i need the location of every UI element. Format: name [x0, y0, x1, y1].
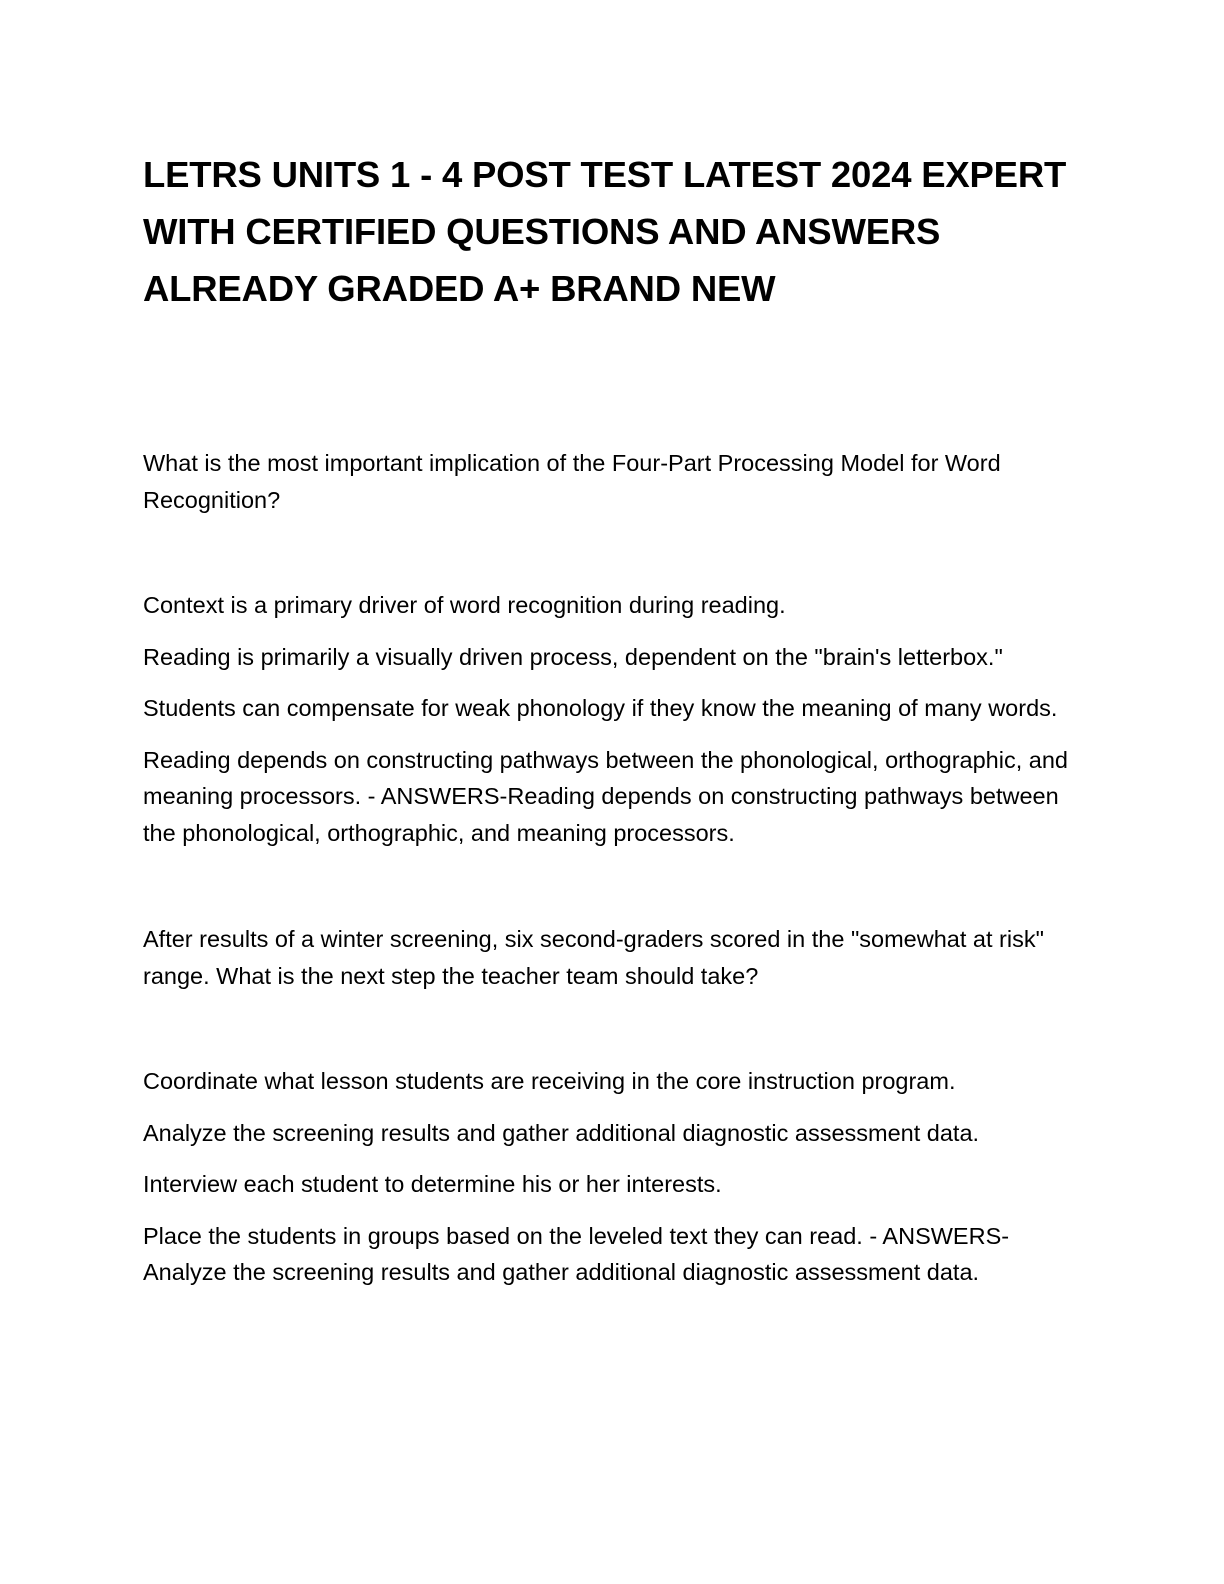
- answer-option: Students can compensate for weak phonology if they know the meaning of many words.: [143, 695, 1058, 721]
- answer-option: Analyze the screening results and gather additional diagnostic assessment data.: [143, 1119, 980, 1146]
- answer-options: [143, 1063, 1083, 1291]
- answer-option: Coordinate what lesson students are receiving in the core instruction program.: [143, 1068, 956, 1094]
- answer-option: Context is a primary driver of word recognition during reading.: [143, 592, 786, 618]
- answer-option: Interview each student to determine his or her interests.: [143, 1171, 722, 1197]
- question-text: What is the most important implication of the Four-Part Processing Model for Word Recognition?: [143, 450, 1001, 513]
- question-block-1: [143, 445, 1083, 851]
- document-title: LETRS UNITS 1 - 4 POST TEST LATEST 2024 EXPERT WITH CERTIFIED QUESTIONS AND ANSWERS ALREADY GRADED A+ BRAND NEW: [143, 154, 1067, 309]
- answer-option-with-answer: Place the students in groups based on the leveled text they can read. - ANSWERS-Analyze the screening results and gather additional diagnostic assessment data.: [143, 1222, 1010, 1285]
- answer-options: [143, 587, 1083, 851]
- answer-option: Reading is primarily a visually driven process, dependent on the "brain's letterbox.": [143, 643, 1003, 670]
- answer-option-with-answer: Reading depends on constructing pathways between the phonological, orthographic, and meaning processors. - ANSWERS-Reading depends on constructing pathways between the phonological, orthographic, and meaning processors.: [143, 746, 1068, 846]
- document-content: [143, 146, 1083, 1306]
- question-block-2: [143, 921, 1083, 1291]
- question-text: After results of a winter screening, six second-graders scored in the "somewhat at risk" range. What is the next step the teacher team should take?: [143, 926, 1044, 989]
